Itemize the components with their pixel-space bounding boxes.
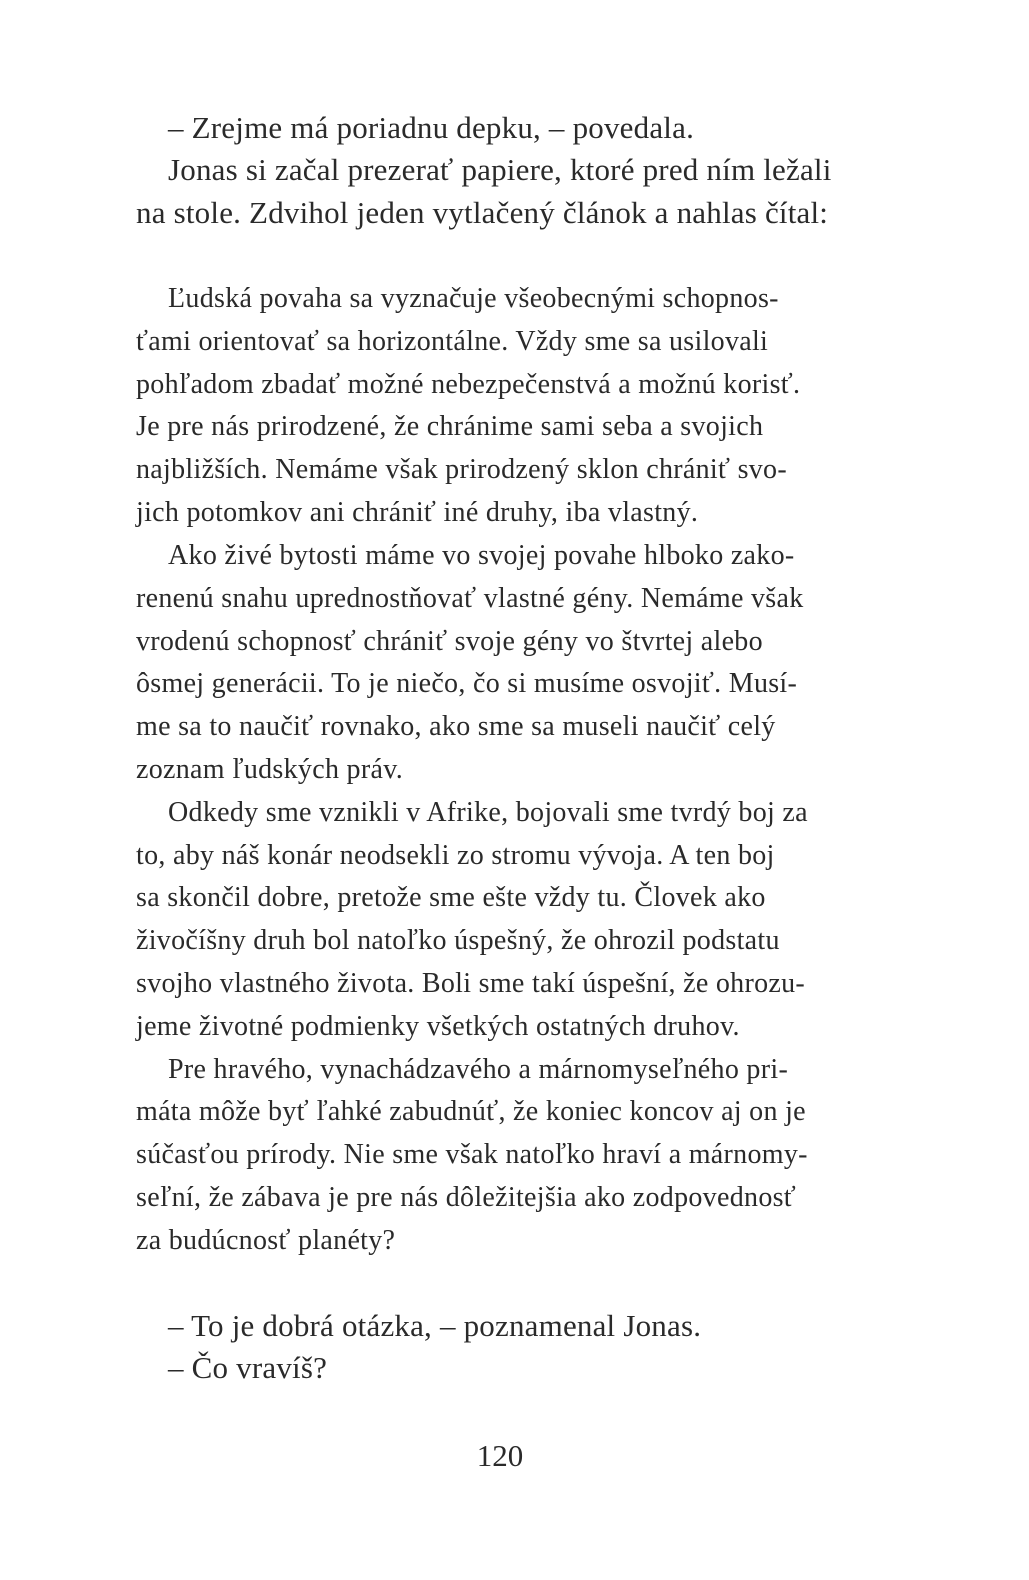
quote-line: Odkedy sme vznikli v Afrike, bojovali sme tvrdý boj za bbox=[168, 797, 808, 828]
quote-line: svojho vlastného života. Boli sme takí úspešní, že ohrozu- bbox=[136, 968, 806, 999]
quote-line: Pre hravého, vynachádzavého a márnomyseľného pri- bbox=[168, 1054, 789, 1085]
quote-line: za budúcnosť planéty? bbox=[136, 1225, 396, 1256]
quote-line: Ako živé bytosti máme vo svojej povahe hlboko zako- bbox=[168, 540, 795, 571]
narration-line: na stole. Zdvihol jeden vytlačený článok a nahlas čítal: bbox=[136, 195, 829, 230]
quote-line: vrodenú schopnosť chrániť svoje gény vo štvrtej alebo bbox=[136, 626, 763, 657]
quote-line: ôsmej generácii. To je niečo, čo si musíme osvojiť. Musí- bbox=[136, 668, 798, 699]
quote-line: zoznam ľudských práv. bbox=[136, 754, 403, 785]
quote-line: jich potomkov ani chrániť iné druhy, iba vlastný. bbox=[136, 497, 699, 528]
quote-line: sa skončil dobre, pretože sme ešte vždy tu. Človek ako bbox=[136, 882, 766, 913]
quote-line: seľní, že zábava je pre nás dôležitejšia ako zodpovednosť bbox=[136, 1182, 797, 1213]
dialog-line: – Čo vravíš? bbox=[168, 1350, 328, 1385]
dialog-line: – Zrejme má poriadnu depku, – povedala. bbox=[168, 110, 695, 145]
narration-line: Jonas si začal prezerať papiere, ktoré pred ním ležali bbox=[168, 152, 832, 187]
quote-line: me sa to naučiť rovnako, ako sme sa museli naučiť celý bbox=[136, 711, 776, 742]
quote-line: to, aby náš konár neodsekli zo stromu vývoja. A ten boj bbox=[136, 840, 775, 871]
quote-line: jeme životné podmienky všetkých ostatných druhov. bbox=[136, 1011, 740, 1042]
quote-line: pohľadom zbadať možné nebezpečenstvá a možnú korisť. bbox=[136, 369, 801, 400]
quote-line: máta môže byť ľahké zabudnúť, že koniec koncov aj on je bbox=[136, 1096, 806, 1127]
quote-line: renenú snahu uprednostňovať vlastné gény. Nemáme však bbox=[136, 583, 804, 614]
quote-line: živočíšny druh bol natoľko úspešný, že ohrozil podstatu bbox=[136, 925, 780, 956]
quote-line: súčasťou prírody. Nie sme však natoľko hraví a márnomy- bbox=[136, 1139, 808, 1170]
dialog-line: – To je dobrá otázka, – poznamenal Jonas. bbox=[168, 1308, 702, 1343]
quote-line: Je pre nás prirodzené, že chránime sami seba a svojich bbox=[136, 411, 764, 442]
page-number: 120 bbox=[476, 1438, 524, 1473]
quote-line: najbližších. Nemáme však prirodzený sklon chrániť svo- bbox=[136, 454, 787, 485]
quote-line: ťami orientovať sa horizontálne. Vždy sme sa usilovali bbox=[136, 326, 769, 357]
quote-line: Ľudská povaha sa vyznačuje všeobecnými schopnos- bbox=[168, 283, 779, 314]
